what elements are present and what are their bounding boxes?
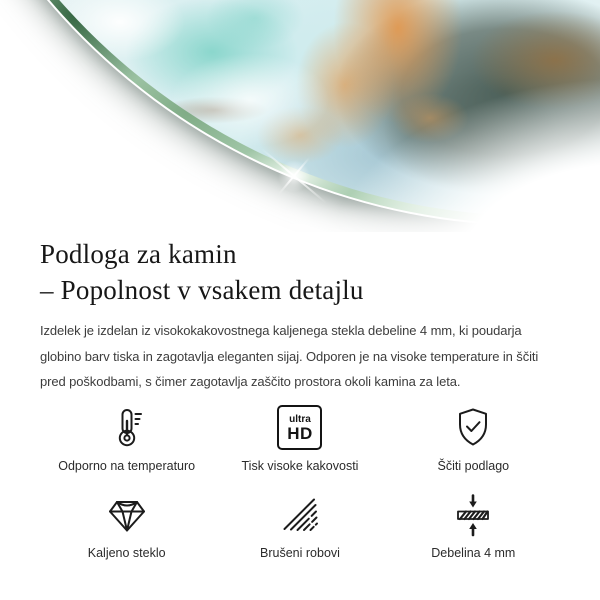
thermometer-icon xyxy=(104,405,150,451)
feature-protects-surface xyxy=(387,405,560,474)
shield-check-icon xyxy=(450,405,496,451)
brushed-edges-icon xyxy=(277,492,323,538)
feature-label: Debelina 4 mm xyxy=(431,545,516,560)
product-content xyxy=(0,236,600,561)
feature-tempered-glass xyxy=(40,492,213,561)
diamond-icon xyxy=(104,492,150,538)
feature-brushed-edges xyxy=(213,492,386,561)
features-grid xyxy=(40,405,560,561)
page-title xyxy=(40,236,560,308)
heading-line-1: Podloga za kamin xyxy=(40,239,237,269)
heading-line-2: – Popolnost v vsakem detajlu xyxy=(40,275,364,305)
feature-label: Odporno na temperaturo xyxy=(58,458,196,473)
feature-label: Tisk visoke kakovosti xyxy=(241,458,359,473)
ultra-hd-icon xyxy=(277,405,322,451)
product-description: Izdelek je izdelan iz visokokakovostnega kaljenega stekla debeline 4 mm, ki poudarja globino barv tiska in zagotavlja eleganten sijaj. Odporen je na visoke temperature in ščiti pred poškodbami, s čimer zagotavlja zaščito prostora okoli kamina za leta. xyxy=(40,323,539,389)
ultra-hd-badge-bottom: HD xyxy=(287,423,313,443)
feature-label: Ščiti podlago xyxy=(437,458,510,473)
ultra-hd-badge-top: ultra xyxy=(289,413,311,425)
feature-heat-resistant xyxy=(40,405,213,474)
thickness-compress-icon xyxy=(450,492,496,538)
feature-print-quality xyxy=(213,405,386,474)
product-hero-image xyxy=(0,0,600,232)
feature-label: Brušeni robovi xyxy=(260,545,340,560)
hero-fade-overlay xyxy=(0,0,600,232)
feature-thickness xyxy=(387,492,560,561)
feature-label: Kaljeno steklo xyxy=(87,545,166,560)
